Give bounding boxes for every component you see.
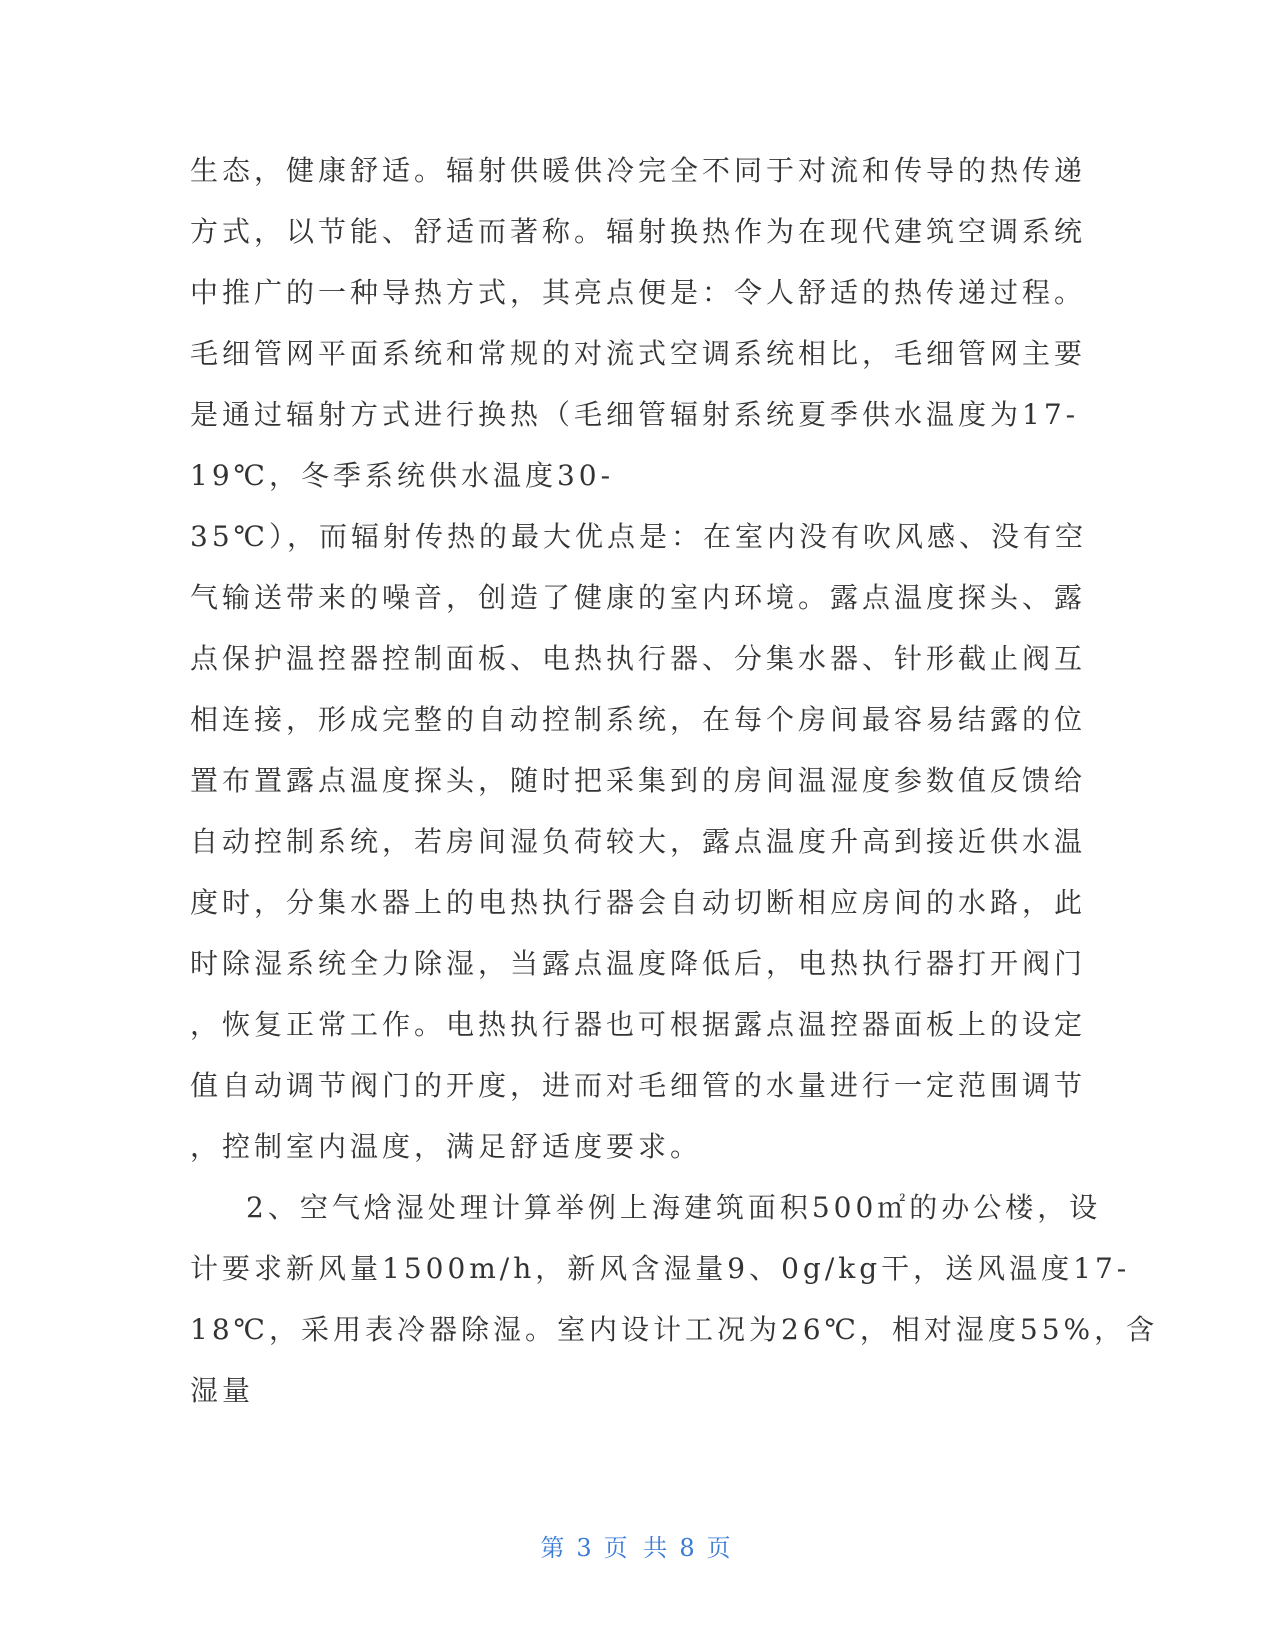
text-line: 置布置露点温度探头，随时把采集到的房间温湿度参数值反馈给 — [190, 764, 1087, 797]
footer-prefix: 第 — [540, 1534, 569, 1562]
page-footer — [0, 1528, 1275, 1563]
body-text — [190, 140, 1159, 1421]
text-line: 方式，以节能、舒适而著称。辐射换热作为在现代建筑空调系统 — [190, 215, 1087, 248]
text-line: 19℃，冬季系统供水温度30- — [190, 459, 615, 492]
footer-total-pages: 8 — [679, 1534, 699, 1562]
text-line: 计要求新风量1500m/h，新风含湿量9、0g/kg干，送风温度17- — [190, 1252, 1131, 1285]
text-line: ，控制室内温度，满足舒适度要求。 — [190, 1130, 703, 1163]
text-line: 35℃），而辐射传热的最大优点是：在室内没有吹风感、没有空 — [190, 520, 1087, 553]
text-line: 中推广的一种导热方式，其亮点便是：令人舒适的热传递过程。 — [190, 276, 1087, 309]
footer-current-page: 3 — [576, 1534, 596, 1562]
text-line: 值自动调节阀门的开度，进而对毛细管的水量进行一定范围调节 — [190, 1069, 1087, 1102]
text-line-paragraph-start: 2、空气焓湿处理计算举例上海建筑面积500㎡的办公楼，设 — [246, 1191, 1102, 1224]
footer-middle: 页 共 — [603, 1534, 672, 1562]
text-line: 生态，健康舒适。辐射供暖供冷完全不同于对流和传导的热传递 — [190, 154, 1087, 187]
text-line: 湿量 — [190, 1374, 255, 1407]
text-line: 度时，分集水器上的电热执行器会自动切断相应房间的水路，此 — [190, 886, 1087, 919]
text-line: 相连接，形成完整的自动控制系统，在每个房间最容易结露的位 — [190, 703, 1087, 736]
text-line: 气输送带来的噪音，创造了健康的室内环境。露点温度探头、露 — [190, 581, 1087, 614]
footer-suffix: 页 — [706, 1534, 735, 1562]
text-line: 自动控制系统，若房间湿负荷较大，露点温度升高到接近供水温 — [190, 825, 1087, 858]
text-line: 点保护温控器控制面板、电热执行器、分集水器、针形截止阀互 — [190, 642, 1087, 675]
text-line: 18℃，采用表冷器除湿。室内设计工况为26℃，相对湿度55%，含 — [190, 1313, 1159, 1346]
text-line: 毛细管网平面系统和常规的对流式空调系统相比，毛细管网主要 — [190, 337, 1087, 370]
text-line: 是通过辐射方式进行换热（毛细管辐射系统夏季供水温度为17- — [190, 398, 1080, 431]
text-line: ，恢复正常工作。电热执行器也可根据露点温控器面板上的设定 — [190, 1008, 1087, 1041]
text-line: 时除湿系统全力除湿，当露点温度降低后，电热执行器打开阀门 — [190, 947, 1087, 980]
